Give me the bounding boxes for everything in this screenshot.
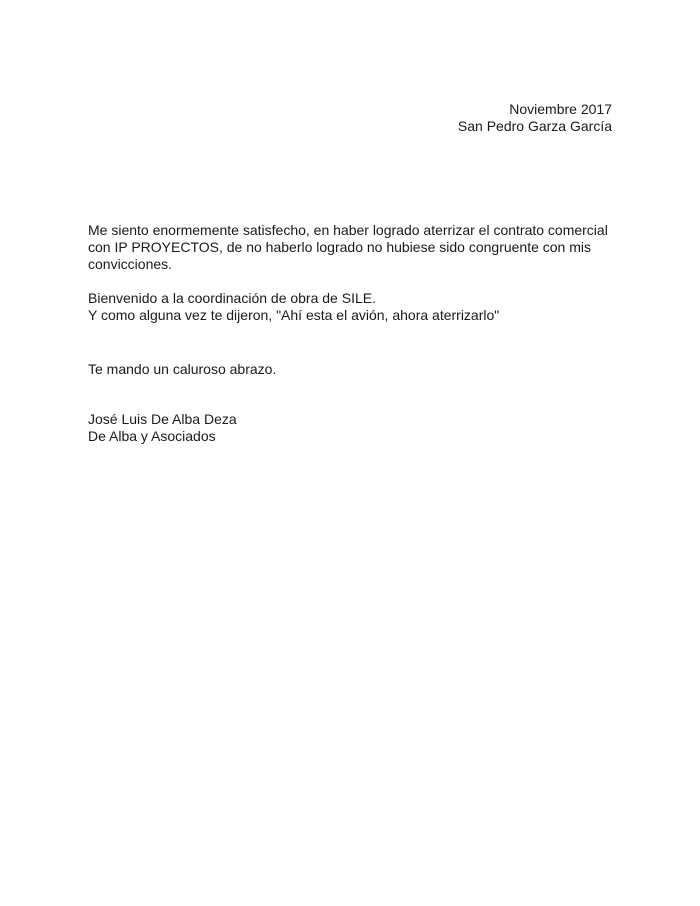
closing-line: Te mando un caluroso abrazo. bbox=[88, 361, 277, 377]
paragraph-gap bbox=[88, 273, 618, 290]
paragraph-1 bbox=[88, 222, 618, 273]
paragraph-2 bbox=[88, 290, 618, 324]
signature-name: José Luis De Alba Deza bbox=[88, 411, 237, 427]
letter-location: San Pedro Garza García bbox=[457, 118, 612, 134]
paragraph-1-line-3: convicciones. bbox=[88, 256, 173, 272]
paragraph-1-line-2: con IP PROYECTOS, de no haberlo logrado no hubiese sido congruente con mis bbox=[88, 239, 592, 255]
paragraph-1-line-1: Me siento enormemente satisfecho, en haber logrado aterrizar el contrato comercial bbox=[88, 222, 608, 238]
closing-gap bbox=[88, 324, 618, 361]
letter-date: Noviembre 2017 bbox=[509, 101, 612, 117]
letter-body bbox=[88, 222, 618, 445]
paragraph-2-line-2: Y como alguna vez te dijeron, "Ahí esta el avión, ahora aterrizarlo" bbox=[88, 307, 500, 323]
signature-gap bbox=[88, 378, 618, 411]
paragraph-2-line-1: Bienvenido a la coordinación de obra de SILE. bbox=[88, 290, 376, 306]
signature-block bbox=[88, 411, 618, 445]
letter-header bbox=[458, 101, 612, 135]
signature-company: De Alba y Asociados bbox=[88, 428, 216, 444]
